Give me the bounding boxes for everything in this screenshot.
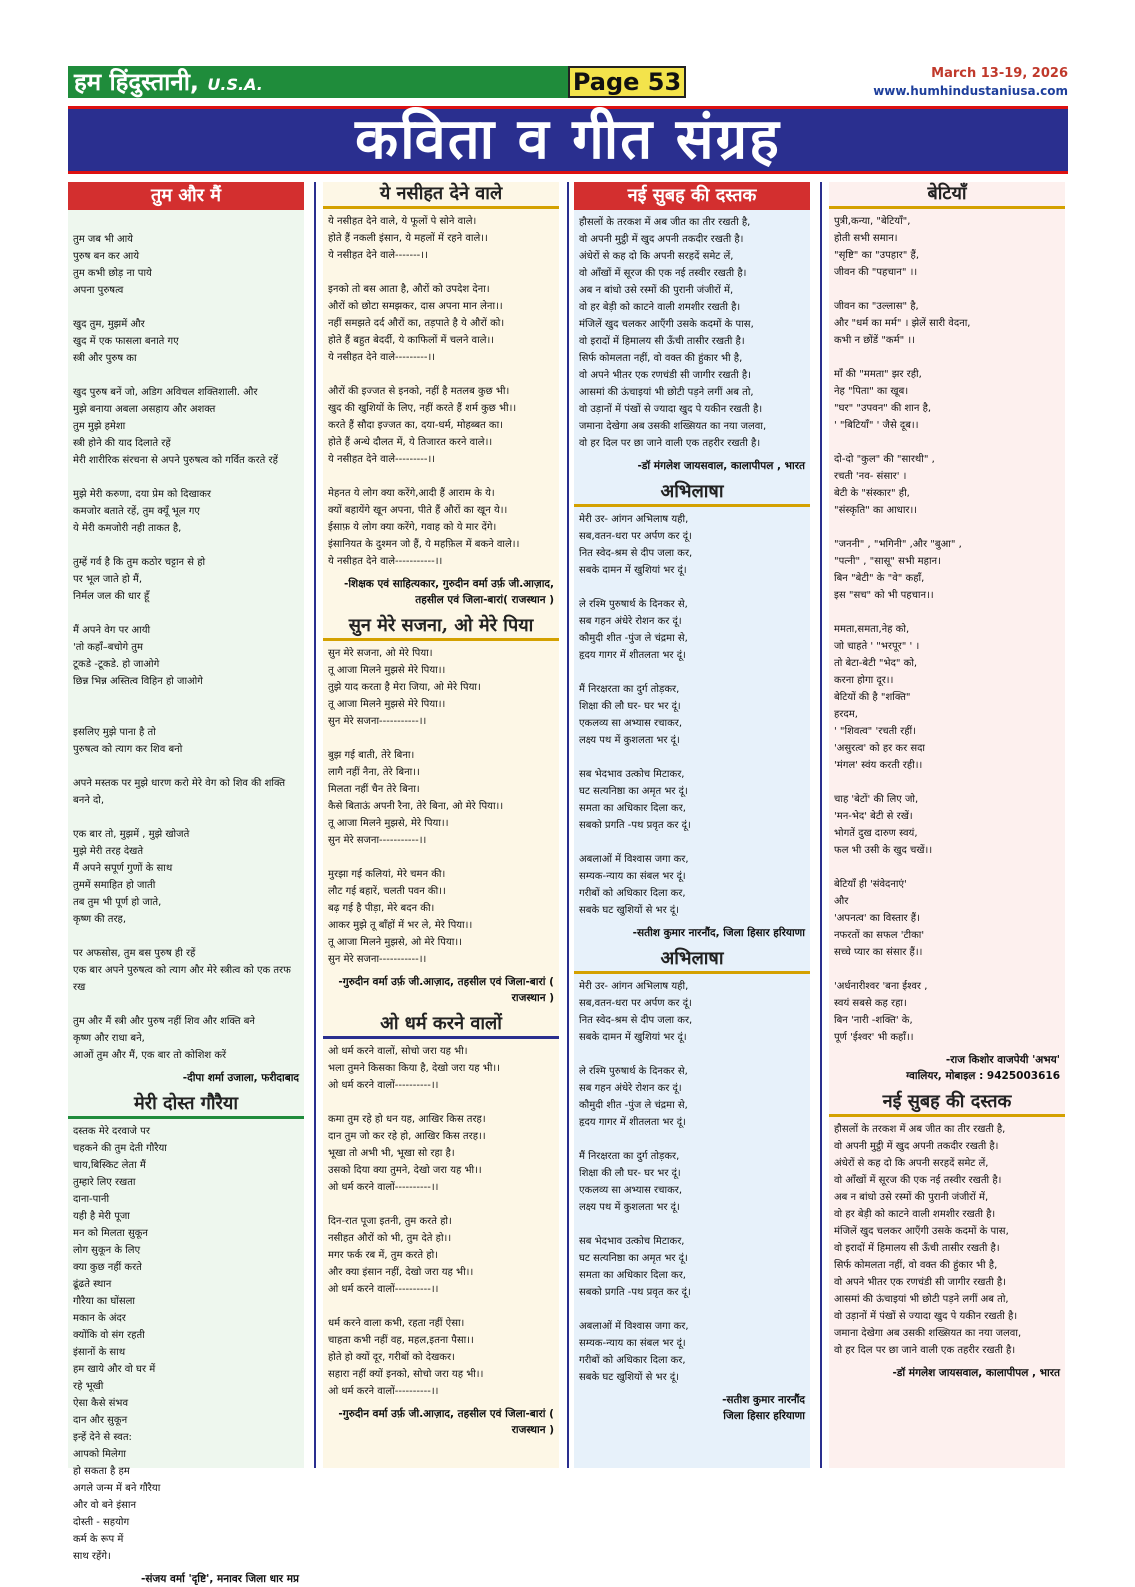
poem-author: -डॉ मंगलेश जायसवाल, कालापीपल , भारत [637,460,805,472]
poem-author: -दीपा शर्मा उजाला, फरीदाबाद [182,1072,299,1084]
column-3 [574,182,810,1468]
poem-author: -राज किशोर वाजपेयी 'अभय' ग्वालियर, मोबाइल : 9425003616 [906,1054,1060,1082]
poem-body: हौसलों के तरकश में अब जीत का तीर रखती है, वो अपनी मुट्ठी में खुद अपनी तकदीर रखती है। अंधेरों से कह दो कि अपनी सरहदें समेट लें, वो आँखों में सूरज की एक नई तस्वीर रखती है। अब न बांधो उसे रस्मों की पुरानी जंजीरों में, वो हर बेड़ी को काटने वाली शमशीर रखती है। मंजिलें खुद चलकर आएँगी उसके कदमों के पास, वो इरादों में हिमालय सी ऊँची तासीर रखती है। सिर्फ कोमलता नहीं, वो वक्त की हुंकार भी है, वो अपने भीतर एक रणचंडी सी जागीर रखती है। आसमां की ऊंचाइयां भी छोटी पड़ने लगीं अब तो, वो उड़ानों में पंखों से ज्यादा खुद पे यकीन रखती है। जमाना देखेगा अब उसकी शख्सियत का नया जलवा, वो हर दिल पर छा जाने वाली एक तहरीर रखती है। [579,217,767,449]
masthead [68,66,578,98]
poem-title: अभिलाषा [574,947,810,974]
issue-date: March 13-19, 2026 [931,66,1068,81]
column-4 [829,182,1065,1468]
paper-name: हम हिंदुस्तानी, [74,68,200,96]
poem-author: -गुरुदीन वर्मा उर्फ़ जी.आज़ाद, तहसील एवं जिला-बारां ( राजस्थान ) [338,976,554,1004]
poem-title: सुन मेरे सजना, ओ मेरे पिया [323,614,559,641]
column-1 [68,182,304,1585]
paper-suffix: U.S.A. [207,75,263,94]
page-number: Page 53 [568,66,686,98]
column-divider [314,182,316,1468]
column-divider [567,182,569,1468]
poem-author: -गुरुदीन वर्मा उर्फ़ जी.आज़ाद, तहसील एवं जिला-बारां ( राजस्थान ) [338,1408,554,1436]
poem-body: हौसलों के तरकश में अब जीत का तीर रखती है, वो अपनी मुट्ठी में खुद अपनी तकदीर रखती है। अंधेरों से कह दो कि अपनी सरहदें समेट लें, वो आँखों में सूरज की एक नई तस्वीर रखती है। अब न बांधो उसे रस्मों की पुरानी जंजीरों में, वो हर बेड़ी को काटने वाली शमशीर रखती है। मंजिलें खुद चलकर आएँगी उसके कदमों के पास, वो इरादों में हिमालय सी ऊँची तासीर रखती है। सिर्फ कोमलता नहीं, वो वक्त की हुंकार भी है, वो अपने भीतर एक रणचंडी सी जागीर रखती है। आसमां की ऊंचाइयां भी छोटी पड़ने लगीं अब तो, वो उड़ानों में पंखों से ज्यादा खुद पे यकीन रखती है। जमाना देखेगा अब उसकी शख्सियत का नया जलवा, वो हर दिल पर छा जाने वाली एक तहरीर रखती है। [834,1124,1022,1356]
poem-title: नई सुबह की दस्तक [574,182,810,210]
column-divider [820,182,822,1468]
poem-author: -डॉ मंगलेश जायसवाल, कालापीपल , भारत [892,1367,1060,1379]
poem-title: मेरी दोस्त गौरैया [68,1092,304,1119]
website-link[interactable]: www.humhindustaniusa.com [873,84,1068,98]
poem-title: अभिलाषा [574,480,810,507]
poem-title: नई सुबह की दस्तक [829,1090,1065,1117]
poem-body: ओ धर्म करने वालों, सोचो जरा यह भी। भला तुमने किसका किया है, देखो जरा यह भी।। ओ धर्म करने वालों----------।। कमा तुम रहे हो धन यह, आखिर किस तरह। दान तुम जो कर रहे हो, आखिर किस तरह।। भूखा तो अभी भी, भूखा सो रहा है। उसको दिया क्या तुमने, देखो जरा यह भी।। ओ धर्म करने वालों----------।। दिन-रात पूजा इतनी, तुम करते हो। नसीहत औरों को भी, तुम देते हो।। मगर फर्क रब में, तुम करते हो। और क्या इंसान नहीं, देखो जरा यह भी।। ओ धर्म करने वालों----------।। धर्म करने वाला कभी, रहता नहीं ऐसा। चाहता कभी नहीं वह, महल,इतना पैसा।। होते हो क्यों दूर, गरीबों को देखकर। सहारा नहीं क्यों इनको, सोचो जरा यह भी।। ओ धर्म करने वालों----------।। [328,1046,500,1397]
poem-body: पुत्री,कन्या, "बेटियाँ", होती सभी समान। "सृष्टि" का "उपहार" हैं, जीवन की "पहचान" ।। जीवन का "उल्लास" है, और "धर्म का मर्म" । झेलें सारी वेदना, कभी न छोंडें "कर्म" ।। माँ की "ममता" झर रही, नेह "पिता" का खूब। "घर" "उपवन" की शान है, ' "बिटियाँ" ' जैसे दूब।। दो-दो "कुल" की "सारथी" , रचती 'नव- संसार' । बेटी के "संस्कार" ही, "संस्कृति" का आधार।। "जननी" , "भगिनी" ,और "बुआ" , "पत्नी" , "सासू" सभी महान। बिन "बेटी" के "वे" कहाँ, इस "सच" को भी पहचान।। ममता,समता,नेह को, जो चाहते ' "भरपूर" ' । तो बेटा-बेटी "भेद" को, करना होगा दूर।। बेटियों की है "शक्ति" हरदम, ' "शिवत्व" 'रचती रहीं। 'असुरत्व' को हर कर सदा 'मंगल' स्वंय करती रही।। चाह 'बेटों' की लिए जो, 'मन-भेद' बेटी से रखें। भोगतें दुख दारुण स्वयं, फल भी उसी के खुद चखें।। बेटियाँ ही 'संवेदनाएं' और 'अपनत्व' का विस्तार हैं। नफरतों का सफल 'टीका' सच्चे प्यार का संसार हैं।। 'अर्धनारीश्वर 'बना ईश्वर , स्वयं सबसे कह रहा। बिन 'नारी -शक्ति' के, पूर्ण 'ईश्वर' भी कहाँ।। [834,216,971,1043]
poem-title: तुम और मैं [68,182,304,210]
poem-author: -सतीश कुमार नारनौंद जिला हिसार हरियाणा [722,1394,805,1422]
poem-body: सुन मेरे सजना, ओ मेरे पिया। तू आजा मिलने मुझसे मेरे पिया।। तुझे याद करता है मेरा जिया, ओ मेरे पिया। तू आजा मिलने मुझसे मेरे पिया।। सुन मेरे सजना-----------।। बुझ गई बाती, तेरे बिना। लागै नहीं नैना, तेरे बिना।। मिलता नहीं चैन तेरे बिना। कैसे बिताऊं अपनी रैना, तेरे बिना, ओ मेरे पिया।। तू आजा मिलने मुझसे, मेरे पिया।। सुन मेरे सजना-----------।। मुरझा गई कलियां, मेरे चमन की। लौट गई बहारें, चलती पवन की।। बढ़ गई है पीड़ा, मेरे बदन की। आकर मुझे तू बाँहों में भर ले, मेरे पिया।। तू आजा मिलने मुझसे, ओ मेरे पिया।। सुन मेरे सजना-----------।। [328,648,504,965]
poem-author: -शिक्षक एवं साहित्यकार, गुरुदीन वर्मा उर्फ़ जी.आज़ाद, तहसील एवं जिला-बारां( राजस्थान ) [343,578,554,606]
column-2 [323,182,559,1468]
poem-body: मेरी उर- आंगन अभिलाष यही, सब,वतन-धरा पर अर्पण कर दूं। नित स्वेद-श्रम से दीप जला कर, सबके दामन में खुशियां भर दूं। ले रश्मि पुरुषार्थ के दिनकर से, सब गहन अंधेरे रोशन कर दूं। कौमुदी शीत -पुंज ले चंद्रमा से, हृदय गागर में शीतलता भर दूं। मैं निरक्षरता का दुर्ग तोड़कर, शिक्षा की लौ घर- घर भर दूं। एकलव्य सा अभ्यास रचाकर, लक्ष्य पथ में कुशलता भर दूं। सब भेदभाव उत्कोच मिटाकर, घट सत्यनिष्ठा का अमृत भर दूं। समता का अधिकार दिला कर, सबको प्रगति -पथ प्रवृत कर दूं। अबलाओं में विश्वास जगा कर, सम्यक-न्याय का संबल भर दूं। गरीबों को अधिकार दिला कर, सबके घट खुशियों से भर दूं। [579,514,693,916]
poem-title: बेटियाँ [829,182,1065,209]
section-banner: कविता व गीत संग्रह [68,106,1068,174]
poem-body: मेरी उर- आंगन अभिलाष यही, सब,वतन-धरा पर अर्पण कर दूं। नित स्वेद-श्रम से दीप जला कर, सबके दामन में खुशियां भर दूं। ले रश्मि पुरुषार्थ के दिनकर से, सब गहन अंधेरे रोशन कर दूं। कौमुदी शीत -पुंज ले चंद्रमा से, हृदय गागर में शीतलता भर दूं। मैं निरक्षरता का दुर्ग तोड़कर, शिक्षा की लौ घर- घर भर दूं। एकलव्य सा अभ्यास रचाकर, लक्ष्य पथ में कुशलता भर दूं। सब भेदभाव उत्कोच मिटाकर, घट सत्यनिष्ठा का अमृत भर दूं। समता का अधिकार दिला कर, सबको प्रगति -पथ प्रवृत कर दूं। अबलाओं में विश्वास जगा कर, सम्यक-न्याय का संबल भर दूं। गरीबों को अधिकार दिला कर, सबके घट खुशियों से भर दूं। [579,981,693,1383]
poem-author: -सतीश कुमार नारनौंद, जिला हिसार हरियाणा [632,927,805,939]
poem-body: तुम जब भी आये पुरुष बन कर आये तुम कभी छोड़ ना पाये अपना पुरुषत्व खुद तुम, मुझमें और खुद में एक फासला बनाते गए स्त्री और पुरुष का खुद पुरुष बनें जो, अडिग अविचल शक्तिशाली. और मुझे बनाया अबला असहाय और अशक्त तुम मुझे हमेशा स्त्री होने की याद दिलाते रहें मेरी शारीरिक संरचना से अपने पुरुषत्व को गर्वित करते रहें मुझे मेरी करुणा, दया प्रेम को दिखाकर कमजोर बताते रहें, तुम क्यूँ भूल गए ये मेरी कमजोरी नही ताकत है, तुम्हें गर्व है कि तुम कठोर चट्टान से हो पर भूल जाते हो मैं, निर्मल जल की धार हूँ मैं अपने वेग पर आयी 'तो कहाँ–बचोगे तुम टूकडे -टूकडे. हो जाओगे छिन्न भिन्न अस्तित्व विहिन हो जाओगे इसलिए मुझे पाना है तो पुरुषत्व को त्याग कर शिव बनो अपने मस्तक पर मुझे धारण करो मेरे वेग को शिव की शक्ति बनने दो, एक बार तो, मुझमें , मुझे खोजते मुझे मेरी तरह देखते मैं अपने सपूर्ण गुणों के साथ तुममें समाहित हो जाती तब तुम भी पूर्ण हो जाते, कृष्ण की तरह, पर अफसोस, तुम बस पुरुष ही रहें एक बार अपने पुरुषत्व को त्याग और मेरे स्त्रीत्व को एक तरफ रख तुम और मैं स्त्री और पुरुष नहीं शिव और शक्ति बने कृष्ण और राधा बने, आओं तुम और मैं, एक बार तो कोशिश करें [73,234,291,1061]
poem-body: दस्तक मेरे दरवाजे पर चहकने की तुम देती गौरैया चाय,बिस्किट लेता मैं तुम्हारे लिए रखता दाना-पानी यही है मेरी पूजा मन को मिलता सुकून लोग सुकून के लिए क्या कुछ नहीं करते ढूंढते स्थान गौरैया का घोंसला मकान के अंदर क्योंकि वो संग रहती इंसानों के साथ हम खाये और वो घर में रहे भूखी ऐसा कैसे संभव दान और सुकून इन्हें देने से स्वत: आपको मिलेगा हो सकता है हम अगले जन्म में बने गौरैया और वो बने इंसान दोस्ती - सहयोग कर्म के रूप में साथ रहेंगे। [73,1126,167,1562]
poem-author: -संजय वर्मा 'दृष्टि', मनावर जिला धार मप्र [141,1573,299,1585]
page-header [68,66,1068,100]
poem-title: ओ धर्म करने वालों [323,1012,559,1039]
poem-body: ये नसीहत देने वाले, ये फूलों पे सोने वाले। होते हैं नकली इंसान, ये महलों में रहने वाले।। ये नसीहत देने वाले-------।। इनको तो बस आता है, औरों को उपदेश देना। औरों को छोटा समझकर, दास अपना मान लेना।। नहीं समझते दर्द औरों का, तड़पाते है ये औरों को। होते हैं बहुत बेदर्दी, ये काफिलों में चलने वाले।। ये नसीहत देने वाले---------।। औरों की इज्जत से इनको, नहीं है मतलब कुछ भी। खुद की खुशियों के लिए, नहीं करते हैं शर्म कुछ भी।। करते हैं सौदा इज्जत का, दया-धर्म, मोहब्बत का। होते हैं अन्धे दौलत में, ये तिजारत करने वाले।। ये नसीहत देने वाले---------।। मेहनत ये लोग क्या करेंगे,आदी हैं आराम के ये। क्यों बहायेंगे खून अपना, पीते हैं औरों का खून ये।। ईसाफ़ ये लोग क्या करेंगे, गवाह को ये मार देंगे। इंसानियत के दुश्मन जो हैं, ये महफ़िल में बकने वाले।। ये नसीहत देने वाले-----------।। [328,216,520,567]
poem-title: ये नसीहत देने वाले [323,182,559,209]
